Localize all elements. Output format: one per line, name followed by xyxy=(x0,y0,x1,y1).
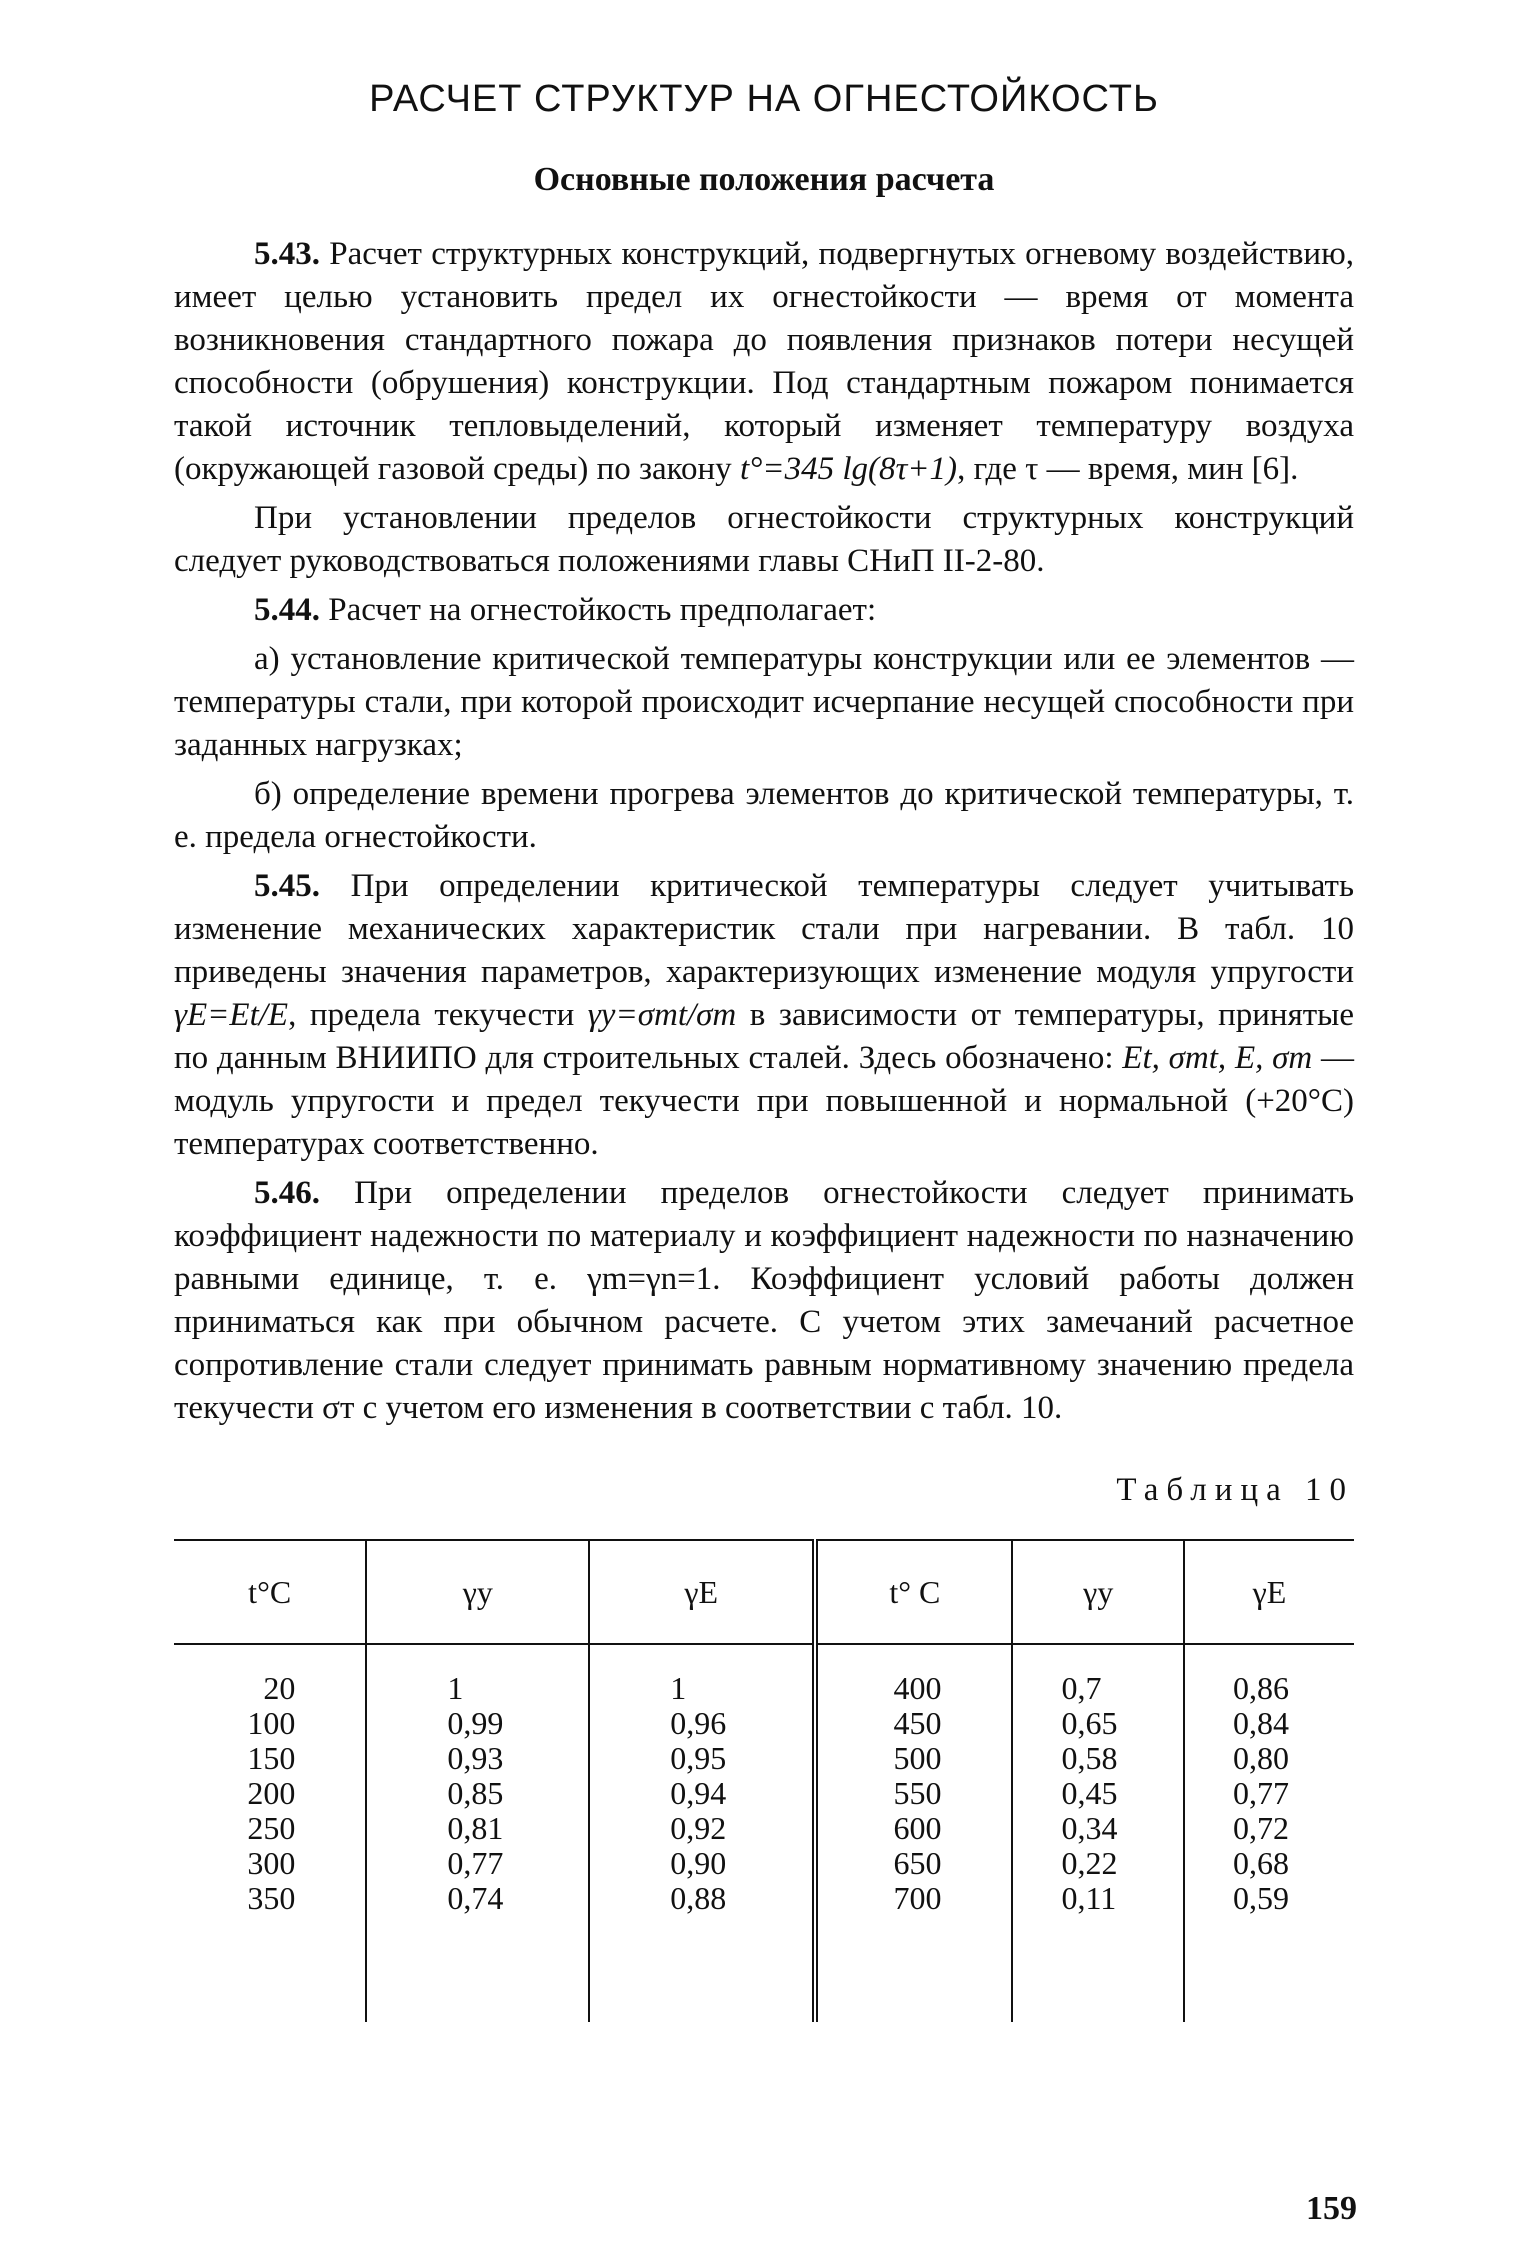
paragraph-number: 5.44. xyxy=(254,592,320,628)
table-header: t° C xyxy=(815,1540,1012,1644)
paragraph-text: , где τ — время, мин [6]. xyxy=(957,451,1299,487)
page-body xyxy=(174,78,1354,2022)
paragraph-number: 5.46. xyxy=(254,1175,320,1211)
table-column-temperature: 400 450 500 550 600 650 700 xyxy=(815,1644,1012,2022)
list-item-a: а) установление критической температуры конструкции или ее элементов — температуры стали, при которой происходит исчерпание несущей способности при заданных нагрузках; xyxy=(174,641,1354,763)
paragraph-5-43 xyxy=(174,233,1354,491)
table-column-gamma-e: 1 0,96 0,95 0,94 0,92 0,90 0,88 xyxy=(589,1644,815,2022)
list-item-b: б) определение времени прогрева элементов до критической температуры, т. е. предела огнестойкости. xyxy=(174,776,1354,855)
chapter-title: РАСЧЕТ СТРУКТУР НА ОГНЕСТОЙКОСТЬ xyxy=(369,78,1159,120)
formula: γy=σтt/σт xyxy=(587,997,737,1033)
table-header: t°C xyxy=(174,1540,366,1644)
table-column-gamma-y: 0,7 0,65 0,58 0,45 0,34 0,22 0,11 xyxy=(1012,1644,1184,2022)
paragraph-text: , предела текучести xyxy=(288,997,588,1033)
paragraph-5-46 xyxy=(174,1172,1354,1430)
table-caption: Таблица 10 xyxy=(1116,1472,1354,1508)
table-column-temperature: 20 100 150 200 250 300 350 xyxy=(247,1670,296,1916)
paragraph-5-43-continued: При установлении пределов огнестойкости структурных конструкций следует руководствоваться положениями главы СНиП II-2-80. xyxy=(174,500,1354,579)
table-body-row xyxy=(174,1644,1354,2022)
table-header: γE xyxy=(1184,1540,1354,1644)
paragraph-text: При определении критической температуры следует учитывать изменение механических характеристик стали при нагревании. В табл. 10 приведены значения параметров, характеризующих изменение модуля упругости xyxy=(174,868,1354,990)
table-column-gamma-y: 1 0,99 0,93 0,85 0,81 0,77 0,74 xyxy=(366,1644,589,2022)
paragraph-text: При определении пределов огнестойкости следует принимать коэффициент надежности по материалу и коэффициент надежности по назначению равными единице, т. е. γm=γn=1. Коэффициент условий работы должен приниматься как при обычном расчете. С учетом этих замечаний расчетное сопротивление стали следует принимать равным нормативному значению предела текучести σт с учетом его изменения в соответствии с табл. 10. xyxy=(174,1175,1354,1426)
data-table xyxy=(174,1539,1354,2022)
paragraph-number: 5.43. xyxy=(254,236,320,272)
table-header-row xyxy=(174,1540,1354,1644)
table-header: γE xyxy=(589,1540,815,1644)
page-number: 159 xyxy=(1306,2190,1357,2227)
paragraph-number: 5.45. xyxy=(254,868,320,904)
table-header: γy xyxy=(1012,1540,1184,1644)
table-column-gamma-e: 0,86 0,84 0,80 0,77 0,72 0,68 0,59 xyxy=(1184,1644,1354,2022)
formula: γE=Et/E xyxy=(174,997,289,1033)
formula: Et, σтt, E, σт xyxy=(1122,1040,1313,1076)
paragraph-text: — модуль упругости и предел текучести при повышенной и нормальной (+20°С) температурах соответственно. xyxy=(174,1040,1355,1162)
formula: t°=345 lg(8τ+1) xyxy=(739,451,958,487)
paragraph-5-44 xyxy=(174,589,1354,632)
section-title: Основные положения расчета xyxy=(533,161,995,198)
paragraph-text: Расчет на огнестойкость предполагает: xyxy=(320,592,877,628)
paragraph-text: Расчет структурных конструкций, подвергнутых огневому воздействию, имеет целью установить предел их огнестойкости — время от момента возникновения стандартного пожара до появления признаков потери несущей способности (обрушения) конструкции. Под стандартным пожаром понимается такой источник тепловыделений, который изменяет температуру воздуха (окружающей газовой среды) по закону xyxy=(174,236,1354,487)
paragraph-text: в зависимости от температуры, принятые по данным ВНИИПО для строительных сталей. Здесь обозначено: xyxy=(174,997,1355,1076)
table-header: γy xyxy=(366,1540,589,1644)
paragraph-5-45 xyxy=(174,865,1354,1166)
